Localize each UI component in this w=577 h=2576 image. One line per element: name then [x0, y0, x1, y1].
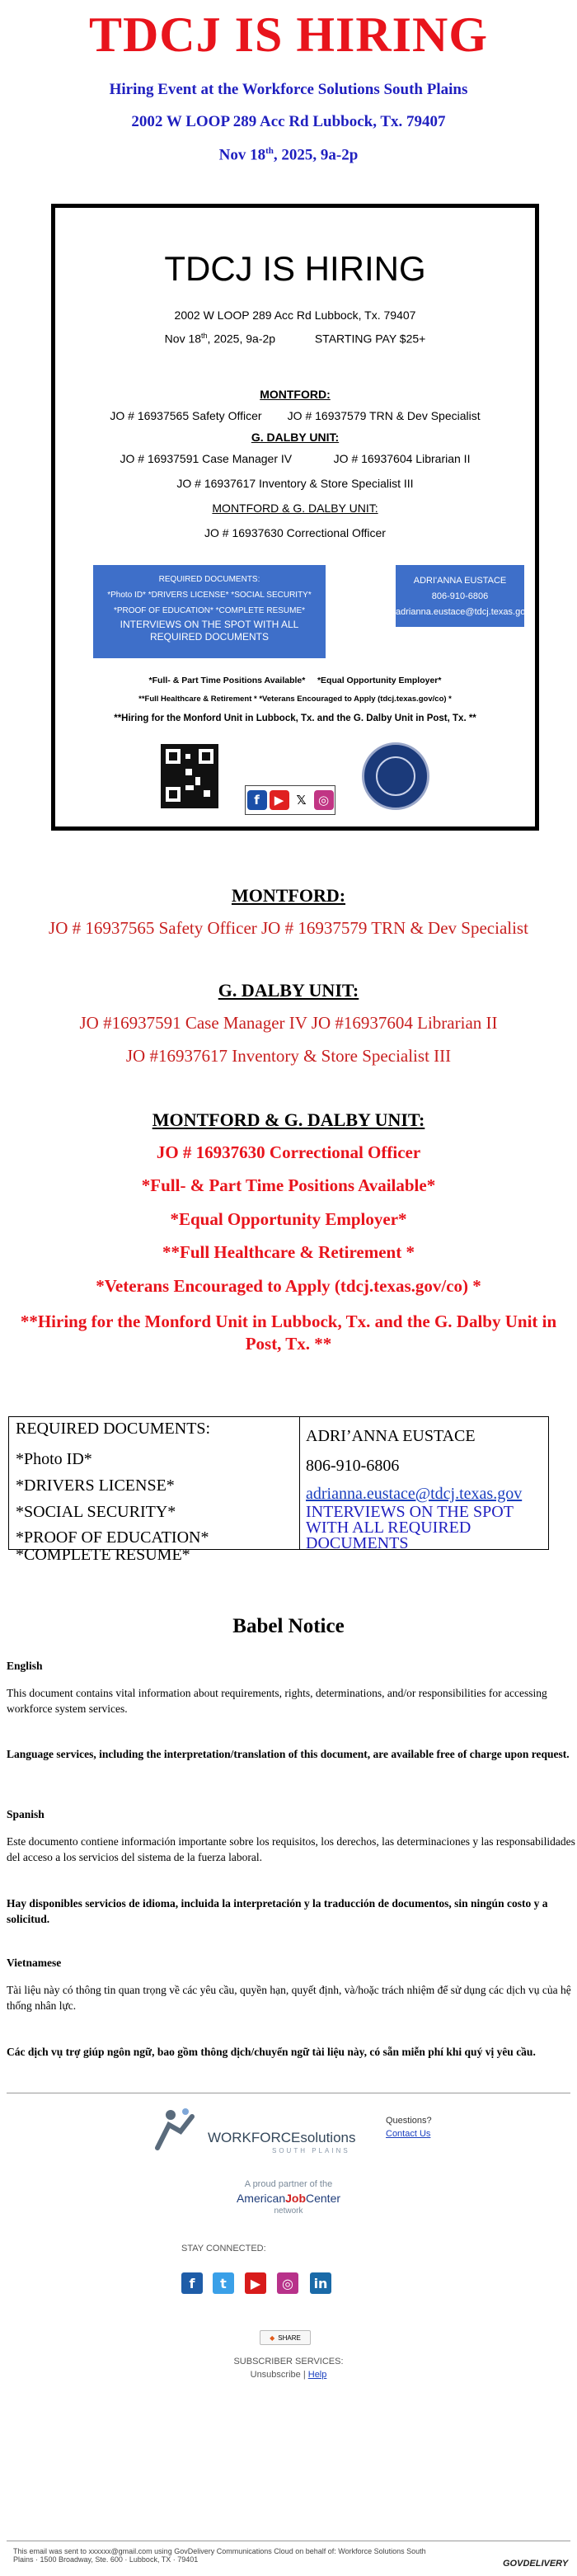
both-units-jobs: JO # 16937630 Correctional Officer	[156, 1142, 421, 1162]
x-icon: 𝕏	[292, 790, 312, 810]
bottom-line-1: This email was sent to xxxxxx@gmail.com using GovDelivery Communications Cloud on behalf of: Workforce Solutions South	[13, 2547, 426, 2555]
main-title: TDCJ IS HIRING	[88, 7, 489, 62]
req-complete-resume: *COMPLETE RESUME*	[16, 1546, 190, 1564]
flyer-starting-pay: STARTING PAY $25+	[314, 332, 426, 346]
share-label: SHARE	[278, 2333, 301, 2342]
babel-english-bold: Language services, including the interpretation/translation of this document, are available free of charge upon request.	[7, 1748, 570, 1760]
dalby-heading: G. DALBY UNIT:	[218, 980, 359, 1001]
bottom-disclaimer	[13, 2547, 508, 2564]
workforce-logo-icon	[152, 2105, 202, 2155]
subscriber-services-label: SUBSCRIBER SERVICES:	[233, 2357, 344, 2366]
flyer-note-3: **Hiring for the Monford Unit in Lubbock, Tx. and the G. Dalby Unit in Post, Tx. **	[114, 713, 476, 723]
youtube-footer-icon[interactable]: ▶	[245, 2272, 266, 2294]
youtube-icon: ▶	[270, 790, 289, 810]
flyer-social-strip	[245, 785, 335, 815]
montford-jobs: JO # 16937565 Safety Officer JO # 16937579 TRN & Dev Specialist	[49, 918, 528, 938]
babel-english-label: English	[7, 1660, 43, 1672]
flyer-title: TDCJ IS HIRING	[164, 249, 426, 288]
note-equal-opportunity: *Equal Opportunity Employer*	[170, 1209, 407, 1229]
both-units-heading: MONTFORD & G. DALBY UNIT:	[152, 1109, 425, 1130]
contact-email-link[interactable]: adrianna.eustace@tdcj.texas.gov	[306, 1485, 523, 1503]
flyer-req-title: REQUIRED DOCUMENTS:	[158, 575, 260, 584]
qr-code-icon	[161, 744, 218, 808]
babel-vietnamese-text: Tài liệu này có thông tin quan trọng về các yêu cầu, quyền hạn, quyết định, và/hoặc trách nhiệm để sử dụng các dịch vụ của hệ thống nhân lực.	[7, 1984, 571, 2012]
note-hiring-units-2: Post, Tx. **	[245, 1334, 332, 1354]
flyer-req-line2: *PROOF OF EDUCATION* *COMPLETE RESUME*	[113, 606, 306, 615]
babel-english-text: This document contains vital information about requirements, rights, determinations, and/or responsibilities for accessing workforce system services.	[7, 1687, 547, 1715]
share-icon: ◆	[270, 2333, 275, 2342]
ajc-logo-text	[0, 2192, 577, 2205]
flyer-note-1: *Full- & Part Time Positions Available* *Equal Opportunity Employer*	[148, 676, 442, 685]
unsubscribe-link[interactable]: Unsubscribe	[250, 2370, 301, 2380]
instagram-footer-icon[interactable]: ◎	[277, 2272, 298, 2294]
date-sup: th	[265, 146, 274, 156]
montford-heading: MONTFORD:	[231, 885, 346, 906]
event-line: Hiring Event at the Workforce Solutions South Plains	[109, 81, 468, 98]
linkedin-icon[interactable]: in	[310, 2272, 331, 2294]
interviews-line-2: WITH ALL REQUIRED	[306, 1519, 471, 1537]
interviews-line-1: INTERVIEWS ON THE SPOT	[306, 1503, 514, 1521]
date-line	[0, 146, 577, 164]
bottom-line-2: Plains · 1500 Broadway, Ste. 600 · Lubbock, TX · 79401	[13, 2555, 199, 2564]
dalby-jobs-1: JO #16937591 Case Manager IV JO #16937604 Librarian II	[79, 1013, 498, 1033]
date-rest: , 2025, 9a-2p	[273, 146, 359, 164]
ajc-center: Center	[306, 2192, 341, 2205]
flyer-both-jobs: JO # 16937630 Correctional Officer	[204, 526, 386, 539]
note-part-time: *Full- & Part Time Positions Available*	[141, 1175, 436, 1195]
flyer-date-sup: th	[201, 332, 208, 340]
flyer-image	[51, 204, 539, 831]
ajc-job: Job	[285, 2192, 306, 2205]
facebook-footer-icon[interactable]: f	[181, 2272, 203, 2294]
babel-vietnamese-bold: Các dịch vụ trợ giúp ngôn ngữ, bao gồm thông dịch/chuyển ngữ tài liệu này, có sẵn miễn phí khi quý vị yêu cầu.	[7, 2046, 536, 2058]
ajc-american: American	[236, 2192, 286, 2205]
babel-spanish-bold: Hay disponibles servicios de idioma, incluida la interpretación y la traducción de documentos, sin ningún costo y a solicitud.	[7, 1897, 548, 1925]
flyer-both-head: MONTFORD & G. DALBY UNIT:	[212, 502, 378, 515]
flyer-req-line1: *Photo ID* *DRIVERS LICENSE* *SOCIAL SECURITY*	[107, 591, 312, 600]
contact-us-link[interactable]: Contact Us	[386, 2129, 431, 2139]
stay-connected-label: STAY CONNECTED:	[181, 2244, 266, 2253]
flyer-dalby-jobs-1: JO # 16937591 Case Manager IV JO # 16937604 Librarian II	[120, 452, 471, 465]
help-link[interactable]: Help	[307, 2370, 327, 2380]
req-docs-title: REQUIRED DOCUMENTS:	[16, 1420, 211, 1438]
req-photo-id: *Photo ID*	[16, 1450, 92, 1468]
flyer-required-docs-box	[93, 565, 326, 658]
flyer-req-line3: INTERVIEWS ON THE SPOT WITH ALL REQUIRED DOCUMENTS	[120, 619, 299, 643]
flyer-date-prefix: Nov 18	[164, 332, 202, 346]
flyer-contact-box	[396, 565, 530, 627]
flyer-montford-jobs: JO # 16937565 Safety Officer JO # 16937579 TRN & Dev Specialist	[110, 409, 481, 422]
flyer-contact-phone: 806-910-6806	[431, 591, 489, 601]
req-proof-education: *PROOF OF EDUCATION*	[16, 1528, 209, 1547]
share-button[interactable]	[260, 2330, 311, 2345]
facebook-icon: f	[247, 790, 267, 810]
subscriber-links	[0, 2370, 577, 2380]
link-separator: |	[303, 2370, 306, 2380]
flyer-dalby-head: G. DALBY UNIT:	[251, 431, 340, 444]
babel-spanish-label: Spanish	[7, 1808, 45, 1820]
flyer-montford-head: MONTFORD:	[260, 388, 331, 401]
workforce-logo-sub: SOUTH PLAINS	[272, 2147, 350, 2155]
partner-line: A proud partner of the	[244, 2179, 333, 2189]
note-healthcare: **Full Healthcare & Retirement *	[162, 1242, 415, 1262]
flyer-contact-name: ADRI'ANNA EUSTACE	[413, 576, 507, 586]
babel-vietnamese-label: Vietnamese	[7, 1957, 62, 1969]
workforce-logo-text: WORKFORCEsolutions	[208, 2130, 356, 2145]
flyer-contact-email: adrianna.eustace@tdcj.texas.gov	[396, 607, 530, 617]
flyer-date-pay	[55, 332, 535, 346]
dalby-jobs-2: JO #16937617 Inventory & Store Specialist III	[125, 1046, 452, 1066]
tdcj-seal-icon	[362, 742, 429, 810]
contact-name: ADRI’ANNA EUSTACE	[306, 1427, 476, 1445]
babel-spanish-text: Este documento contiene información importante sobre los requisitos, los derechos, las determinaciones y las responsabilidades del acceso a los servicios del sistema de la fuerza laboral.	[7, 1835, 575, 1863]
instagram-icon: ◎	[314, 790, 334, 810]
address-line: 2002 W LOOP 289 Acc Rd Lubbock, Tx. 79407	[131, 113, 446, 130]
flyer-date-rest: , 2025, 9a-2p	[207, 332, 276, 346]
interviews-line-3: DOCUMENTS	[306, 1534, 409, 1552]
date-prefix: Nov 18	[218, 146, 266, 164]
req-drivers-license: *DRIVERS LICENSE*	[16, 1476, 175, 1495]
govdelivery-logo: GOVDELIVERY	[503, 2559, 569, 2569]
note-hiring-units-1: **Hiring for the Monford Unit in Lubbock, Tx. and the G. Dalby Unit in	[20, 1312, 557, 1331]
contact-phone: 806-910-6806	[306, 1457, 400, 1475]
flyer-note-2: **Full Healthcare & Retirement * *Veterans Encouraged to Apply (tdcj.texas.gov/co) *	[138, 695, 452, 704]
flyer-address: 2002 W LOOP 289 Acc Rd Lubbock, Tx. 79407	[174, 308, 416, 322]
flyer-dalby-jobs-2: JO # 16937617 Inventory & Store Specialist III	[176, 477, 414, 490]
req-social-security: *SOCIAL SECURITY*	[16, 1503, 176, 1521]
babel-title: Babel Notice	[232, 1615, 345, 1637]
questions-label: Questions?	[386, 2116, 432, 2126]
requirements-table	[8, 1416, 549, 1564]
note-veterans: *Veterans Encouraged to Apply (tdcj.texas.gov/co) *	[96, 1276, 481, 1296]
twitter-icon[interactable]: t	[213, 2272, 234, 2294]
ajc-network: network	[274, 2206, 303, 2216]
